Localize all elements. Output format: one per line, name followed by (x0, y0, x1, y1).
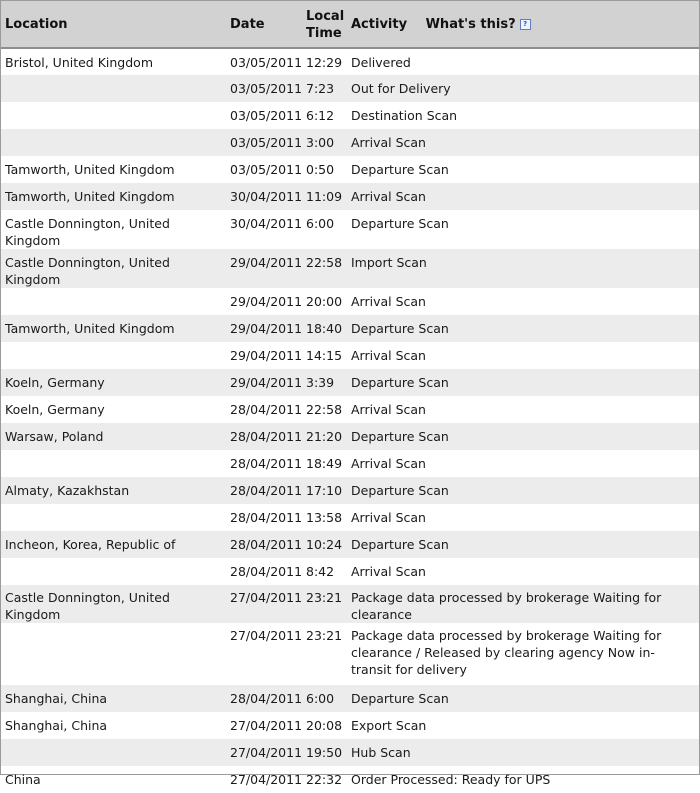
cell-local-time: 18:40 (306, 321, 343, 336)
cell-activity: Departure Scan (351, 483, 449, 498)
cell-local-time: 6:00 (306, 691, 335, 706)
cell-local-time: 6:12 (306, 108, 335, 123)
table-row (1, 210, 699, 249)
column-header-activity-label: Activity (351, 16, 408, 32)
cell-activity: Delivered (351, 55, 411, 70)
cell-local-time: 13:58 (306, 510, 343, 525)
cell-local-time: 10:24 (306, 537, 343, 552)
table-row (1, 477, 699, 504)
cell-date: 28/04/2011 (230, 402, 303, 417)
cell-date: 29/04/2011 (230, 348, 303, 363)
cell-activity: Arrival Scan (351, 456, 426, 471)
table-header-row (1, 1, 699, 48)
cell-activity: Package data processed by brokerage Waiting for clearance / Released by clearing agency Now in-transit for delivery (351, 628, 662, 677)
table-row (1, 423, 699, 450)
cell-location: Koeln, Germany (5, 375, 105, 390)
cell-date: 29/04/2011 (230, 255, 303, 270)
cell-location: Castle Donnington, United Kingdom (5, 216, 170, 248)
cell-activity: Package data processed by brokerage Waiting for clearance (351, 590, 662, 622)
cell-location (1, 129, 226, 156)
cell-date: 03/05/2011 (230, 81, 303, 96)
column-header-activity (347, 1, 699, 48)
cell-local-time: 20:08 (306, 718, 343, 733)
cell-local-time: 22:58 (306, 402, 343, 417)
whats-this-link[interactable]: What's this? (425, 16, 516, 32)
cell-location: Tamworth, United Kingdom (5, 189, 175, 204)
cell-activity: Arrival Scan (351, 564, 426, 579)
cell-location: Shanghai, China (5, 718, 108, 733)
column-header-date: Date (226, 1, 302, 48)
cell-activity: Arrival Scan (351, 402, 426, 417)
table-row (1, 249, 699, 288)
table-row (1, 623, 699, 685)
cell-local-time: 0:50 (306, 162, 335, 177)
cell-date: 03/05/2011 (230, 162, 303, 177)
cell-date: 28/04/2011 (230, 564, 303, 579)
cell-date: 27/04/2011 (230, 772, 303, 787)
cell-location: China (5, 772, 41, 787)
column-header-local-time-line1: Local (306, 9, 345, 24)
cell-local-time: 11:09 (306, 189, 343, 204)
table-row (1, 531, 699, 558)
cell-activity: Destination Scan (351, 108, 458, 123)
cell-date: 03/05/2011 (230, 108, 303, 123)
cell-location (1, 623, 226, 685)
cell-date: 28/04/2011 (230, 510, 303, 525)
cell-activity: Arrival Scan (351, 348, 426, 363)
cell-date: 28/04/2011 (230, 429, 303, 444)
cell-local-time: 6:00 (306, 216, 335, 231)
cell-local-time: 14:15 (306, 348, 343, 363)
cell-activity: Departure Scan (351, 375, 449, 390)
cell-activity: Arrival Scan (351, 189, 426, 204)
table-row (1, 48, 699, 75)
cell-location: Shanghai, China (5, 691, 108, 706)
table-row (1, 712, 699, 739)
cell-location: Warsaw, Poland (5, 429, 104, 444)
cell-activity: Hub Scan (351, 745, 411, 760)
shipment-progress-table (1, 1, 699, 793)
table-row (1, 558, 699, 585)
cell-location: Incheon, Korea, Republic of (5, 537, 176, 552)
cell-location (1, 102, 226, 129)
cell-local-time: 21:20 (306, 429, 343, 444)
cell-location: Bristol, United Kingdom (5, 55, 153, 70)
cell-location: Tamworth, United Kingdom (5, 321, 175, 336)
cell-activity: Departure Scan (351, 537, 449, 552)
cell-date: 30/04/2011 (230, 189, 303, 204)
cell-local-time: 23:21 (306, 628, 343, 643)
cell-local-time: 19:50 (306, 745, 343, 760)
cell-location (1, 739, 226, 766)
cell-local-time: 3:39 (306, 375, 335, 390)
cell-activity: Arrival Scan (351, 135, 426, 150)
cell-location (1, 288, 226, 315)
cell-local-time: 22:58 (306, 255, 343, 270)
cell-location (1, 558, 226, 585)
cell-date: 03/05/2011 (230, 55, 303, 70)
column-header-local-time (302, 1, 347, 48)
cell-location: Almaty, Kazakhstan (5, 483, 130, 498)
cell-activity: Import Scan (351, 255, 427, 270)
cell-location (1, 504, 226, 531)
cell-date: 29/04/2011 (230, 294, 303, 309)
table-row (1, 129, 699, 156)
cell-date: 03/05/2011 (230, 135, 303, 150)
cell-location: Castle Donnington, United Kingdom (5, 590, 170, 622)
cell-date: 28/04/2011 (230, 691, 303, 706)
cell-activity: Export Scan (351, 718, 427, 733)
cell-local-time: 20:00 (306, 294, 343, 309)
table-row (1, 75, 699, 102)
cell-date: 28/04/2011 (230, 456, 303, 471)
cell-date: 27/04/2011 (230, 590, 303, 605)
column-header-location: Location (1, 1, 226, 48)
cell-local-time: 8:42 (306, 564, 335, 579)
table-row (1, 685, 699, 712)
cell-date: 29/04/2011 (230, 375, 303, 390)
table-row (1, 504, 699, 531)
cell-local-time: 12:29 (306, 55, 343, 70)
cell-location: Castle Donnington, United Kingdom (5, 255, 170, 287)
table-row (1, 288, 699, 315)
table-body (1, 48, 699, 793)
cell-location (1, 342, 226, 369)
cell-local-time: 3:00 (306, 135, 335, 150)
help-icon[interactable]: ? (520, 19, 531, 30)
cell-date: 30/04/2011 (230, 216, 303, 231)
cell-activity: Departure Scan (351, 321, 449, 336)
cell-activity: Arrival Scan (351, 294, 426, 309)
cell-activity: Out for Delivery (351, 81, 451, 96)
cell-activity: Departure Scan (351, 691, 449, 706)
cell-activity: Departure Scan (351, 216, 449, 231)
cell-date: 28/04/2011 (230, 537, 303, 552)
table-row (1, 102, 699, 129)
cell-activity: Departure Scan (351, 162, 449, 177)
cell-local-time: 22:32 (306, 772, 343, 787)
cell-local-time: 18:49 (306, 456, 343, 471)
cell-location: Koeln, Germany (5, 402, 105, 417)
cell-location: Tamworth, United Kingdom (5, 162, 175, 177)
table-row (1, 396, 699, 423)
table-row (1, 739, 699, 766)
table-row (1, 450, 699, 477)
table-row (1, 156, 699, 183)
cell-date: 29/04/2011 (230, 321, 303, 336)
cell-date: 27/04/2011 (230, 718, 303, 733)
table-row (1, 183, 699, 210)
cell-date: 27/04/2011 (230, 745, 303, 760)
table-row (1, 766, 699, 793)
table-row (1, 369, 699, 396)
cell-local-time: 23:21 (306, 590, 343, 605)
cell-activity: Departure Scan (351, 429, 449, 444)
table-row (1, 315, 699, 342)
cell-activity: Arrival Scan (351, 510, 426, 525)
cell-location (1, 450, 226, 477)
cell-location (1, 75, 226, 102)
cell-local-time: 7:23 (306, 81, 335, 96)
column-header-local-time-line2: Time (306, 26, 342, 41)
cell-activity: Order Processed: Ready for UPS (351, 772, 551, 787)
cell-date: 28/04/2011 (230, 483, 303, 498)
table-row (1, 585, 699, 623)
cell-local-time: 17:10 (306, 483, 343, 498)
table-row (1, 342, 699, 369)
cell-date: 27/04/2011 (230, 628, 303, 643)
